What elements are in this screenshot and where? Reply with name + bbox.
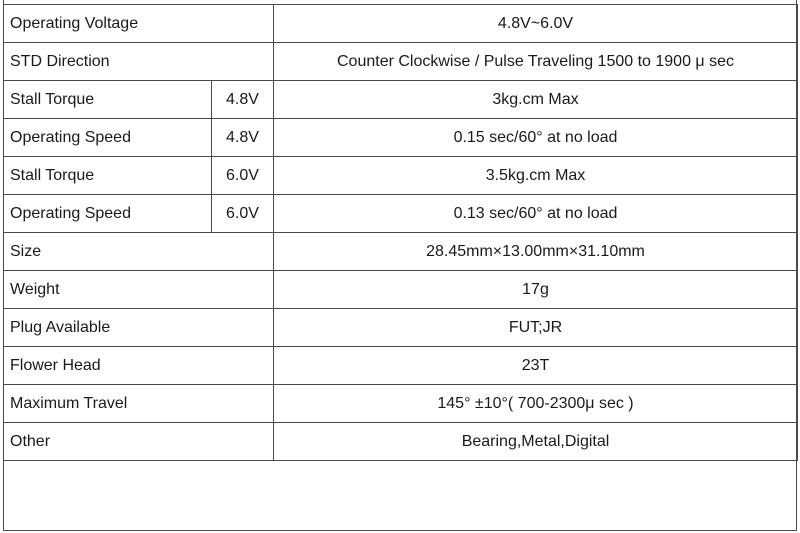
spec-label: STD Direction [4, 43, 274, 81]
table-row [4, 5, 798, 43]
table-row [4, 309, 798, 347]
spec-label: Maximum Travel [4, 385, 274, 423]
spec-value: 3kg.cm Max [274, 81, 798, 119]
spec-label: Plug Available [4, 309, 274, 347]
spec-value: 3.5kg.cm Max [274, 157, 798, 195]
spec-label: Operating Voltage [4, 5, 274, 43]
spec-label: Operating Speed [4, 195, 212, 233]
spec-table [3, 4, 798, 461]
spec-voltage: 4.8V [212, 119, 274, 157]
spec-label: Stall Torque [4, 157, 212, 195]
table-row [4, 81, 798, 119]
spec-value: 28.45mm×13.00mm×31.10mm [274, 233, 798, 271]
spec-value: 0.13 sec/60° at no load [274, 195, 798, 233]
spec-label: Weight [4, 271, 274, 309]
spec-voltage: 6.0V [212, 195, 274, 233]
spec-value: FUT;JR [274, 309, 798, 347]
table-row [4, 233, 798, 271]
spec-value: 145° ±10°( 700-2300μ sec ) [274, 385, 798, 423]
spec-value: 17g [274, 271, 798, 309]
table-row [4, 347, 798, 385]
table-row [4, 271, 798, 309]
spec-label: Operating Speed [4, 119, 212, 157]
spec-voltage: 6.0V [212, 157, 274, 195]
spec-value: 0.15 sec/60° at no load [274, 119, 798, 157]
spec-value: 23T [274, 347, 798, 385]
spec-label: Size [4, 233, 274, 271]
spec-value: 4.8V~6.0V [274, 5, 798, 43]
spec-value: Counter Clockwise / Pulse Traveling 1500 to 1900 μ sec [274, 43, 798, 81]
spec-value: Bearing,Metal,Digital [274, 423, 798, 461]
spec-label: Other [4, 423, 274, 461]
spec-voltage: 4.8V [212, 81, 274, 119]
table-row [4, 119, 798, 157]
table-row [4, 423, 798, 461]
table-row [4, 43, 798, 81]
spec-label: Flower Head [4, 347, 274, 385]
table-row [4, 385, 798, 423]
table-row [4, 195, 798, 233]
table-row [4, 157, 798, 195]
spec-label: Stall Torque [4, 81, 212, 119]
